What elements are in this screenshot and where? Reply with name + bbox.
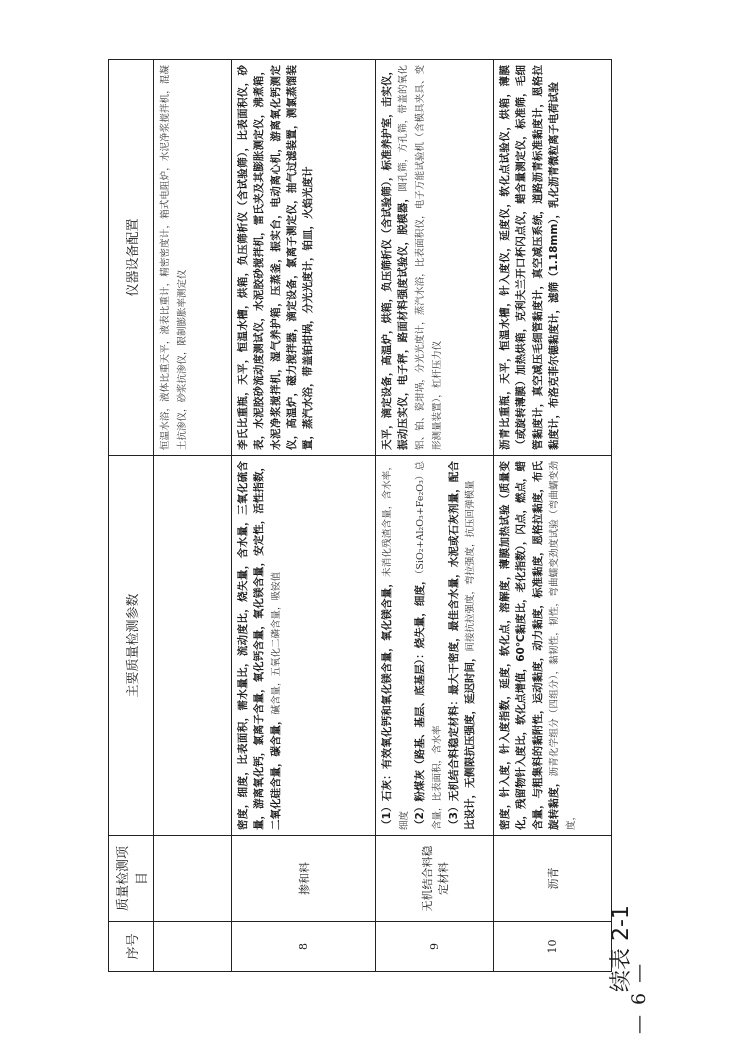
params-small: 碱含量，五氧化二磷含量，吸铵值 — [270, 571, 282, 715]
table-row — [154, 60, 232, 972]
param-line — [446, 461, 479, 830]
row-params — [494, 456, 612, 836]
row-params — [376, 456, 494, 836]
equipment-bold: 天平，滴定设备，高温炉，烘箱，负压筛析仪（含试验筛），标准养护室，击实仪，振动压实仪，电子秤，路面材料强度试验仪，脱模器， — [381, 65, 410, 450]
table-header-row — [109, 60, 154, 972]
param-line — [412, 461, 445, 830]
table-row — [232, 60, 376, 972]
table-row — [494, 60, 612, 972]
row-params — [154, 456, 232, 836]
param-line-bold: （3）无机结合料稳定材料：最大干密度，最佳含水量，水泥或石灰剂量，配合比设计，无侧限抗压强度，延迟时间， — [447, 461, 477, 830]
row-no — [154, 922, 232, 972]
row-item: 沥青 — [494, 836, 612, 922]
header-params: 主要质量检测参数 — [109, 456, 154, 836]
param-line-bold: （1）石灰：有效氧化钙和氧化镁含量，氧化镁含量， — [381, 576, 393, 830]
row-equipment — [376, 60, 494, 456]
row-equipment — [494, 60, 612, 456]
header-no: 序号 — [109, 922, 154, 972]
equipment-bold: 李氏比重瓶，天平，恒温水槽，烘箱，负压筛析仪（含试验筛），比表面积仪，砂表，水泥胶砂流动度测试仪，水泥胶砂搅拌机，雷氏夹及其膨胀测定仪，沸煮箱，水泥净浆搅拌机，湿气养护箱，压蒸釜，振实台，电动离心机，游离氧化钙测定仪，高温炉，磁力搅拌器，滴定设备，氯离子测定仪，抽气过滤装置，测氯蒸馏装置，蒸汽水浴，带盖铂坩埚，分光光度计，铂皿，火焰光度计 — [237, 65, 315, 450]
row-equipment — [154, 60, 232, 456]
param-line — [379, 461, 412, 830]
equipment-small: 恒温水浴，液体比重天平，液表比重计，精密密度计，箱式电阻炉，水泥净浆搅拌机，混凝土抗渗仪，砂浆抗渗仪，限制膨胀率测定仪 — [160, 65, 188, 450]
header-item: 质量检测项目 — [109, 836, 154, 922]
equipment-bold: 沥青比重瓶，天平，恒温水槽，针入度仪，延度仪，软化点试验仪，烘箱，薄膜（或旋转薄膜）加热烘箱，克利夫兰开口杯闪点仪，蜡含量测定仪，标准筛，毛细管黏度计，真空减压毛细管黏度计，真空减压系统，道路沥青标准黏度计，恩格拉黏度计，布洛克菲尔德黏度计，滤筛（1.18mm），乳化沥青微粒离子电荷试验 — [499, 65, 560, 450]
table-row — [376, 60, 494, 972]
params-small: 沥青化学组分（四组分），黏韧性，韧性，弯曲蠕变劲度试验（弯曲蠕变劲度， — [548, 461, 577, 830]
param-line-small: 未消化残渣含量，含水率，细度 — [382, 461, 410, 830]
row-no: 8 — [232, 922, 376, 972]
row-item — [154, 836, 232, 922]
quality-test-table — [108, 59, 612, 972]
row-item: 掺和料 — [232, 836, 376, 922]
param-line-small: 间接抗拉强度，弯拉强度，抗压回弹模量 — [465, 480, 477, 652]
header-equipment: 仪器设备配置 — [109, 60, 154, 456]
params-bold: 密度，针入度，针入度指数，延度，软化点，溶解度，薄膜加热试验（质量变化，残留物针入度比，软化点增值，60℃黏度比，老化指数），闪点，燃点，蜡含量，与粗集料的黏附性，运动黏度，动力黏度，标准黏度，恩格拉黏度，布氏旋转黏度， — [499, 461, 560, 830]
param-line-bold: （2）粉煤灰（路基、基层、底基层）：烧失量，细度， — [414, 574, 427, 830]
table-title: 续表 2-1 — [609, 905, 634, 992]
row-no: 10 — [494, 922, 612, 972]
row-no: 9 — [376, 922, 494, 972]
param-line-small: （SiO₂+Al₂O₃+Fe₂O₃）总含量，比表面积，含水率 — [415, 461, 444, 830]
row-item: 无机结合料稳定材料 — [376, 836, 494, 922]
params-bold: 密度，细度，比表面积，需水量比，流动度比，烧失量，含水量，三氧化硫含量，游离氧化钙，氯离子含量，氧化钙含量，氧化镁含量，安定性，活性指数，二氧化硅含量，碳含量， — [237, 461, 282, 830]
row-params — [232, 456, 376, 836]
row-equipment — [232, 60, 376, 456]
equipment-small: 圆孔筛，方孔筛，带盖的氧化铝、铂、瓷坩埚，分光光度计，蒸汽水浴，比表面积仪，电子万能试验机（含模具夹具、变形测量装置），杠杆压力仪 — [398, 65, 443, 450]
page-number: — 6 — — [628, 961, 650, 1034]
